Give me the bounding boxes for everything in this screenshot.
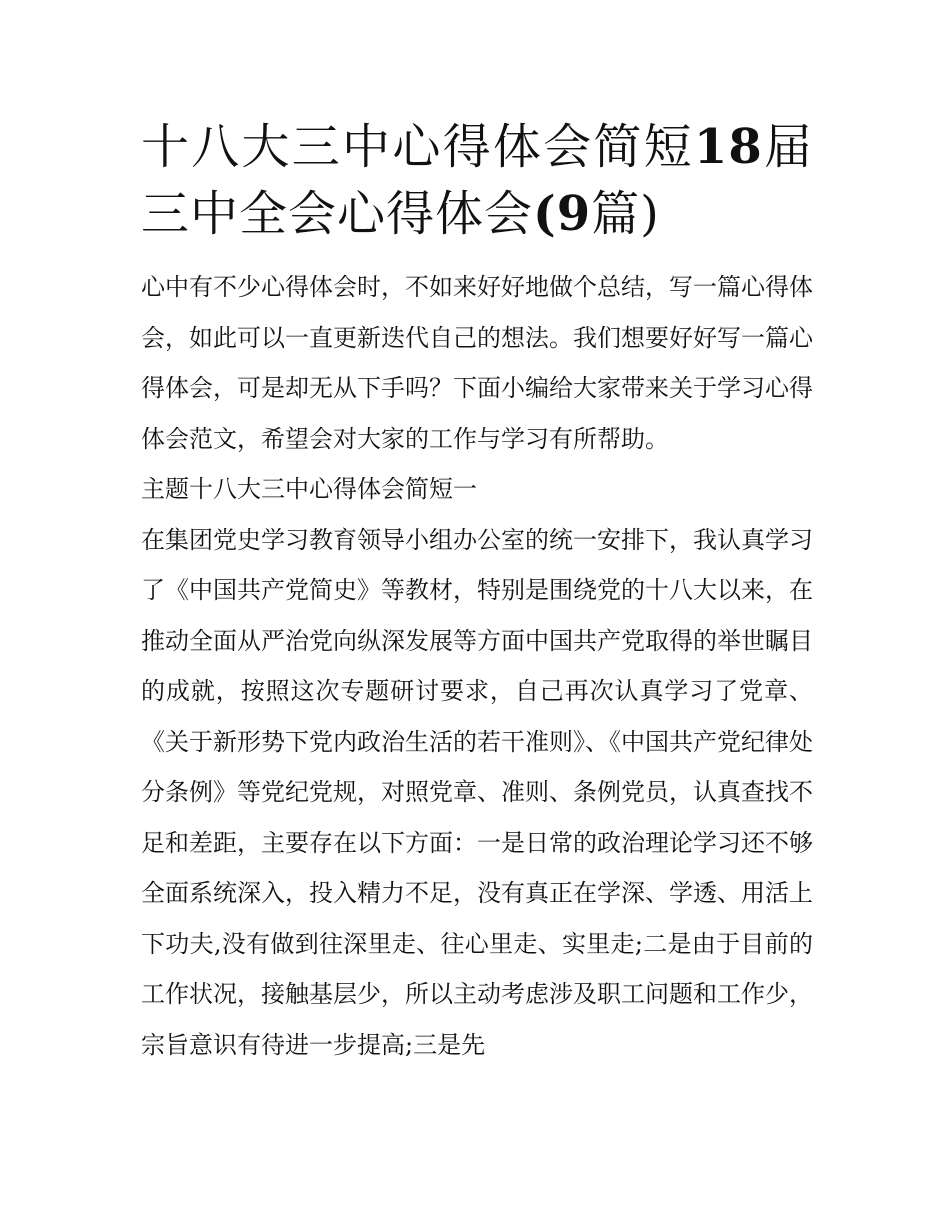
title-prefix: 十八大三中心得体会简短	[141, 119, 694, 175]
title-number: 18	[693, 119, 763, 175]
document-title	[141, 114, 813, 248]
section-heading: 主题十八大三中心得体会简短一	[141, 475, 477, 503]
body-paragraph: 在集团党史学习教育领导小组办公室的统一安排下，我认真学习了《中国共产党简史》等教材，特别是围绕党的十八大以来，在推动全面从严治党向纵深发展等方面中国共产党取得的举世瞩目的成就，按照这次专题研讨要求，自己再次认真学习了党章、《关于新形势下党内政治生活的若干准则》、《中国共产党纪律处分条例》等党纪党规，对照党章、准则、条例党员，认真查找不足和差距，主要存在以下方面：一是日常的政治理论学习还不够全面系统深入，投入精力不足，没有真正在学深、学透、用活上下功夫,没有做到往深里走、往心里走、实里走;二是由于目前的工作状况，接触基层少，所以主动考虑涉及职工问题和工作少，宗旨意识有待进一步提高;三是先	[141, 525, 813, 1059]
title-paren-number: (9	[533, 186, 592, 242]
intro-paragraph: 心中有不少心得体会时，不如来好好地做个总结，写一篇心得体会，如此可以一直更新迭代自己的想法。我们想要好好写一篇心得体会，可是却无从下手吗？下面小编给大家带来关于学习心得体会范文，希望会对大家的工作与学习有所帮助。	[141, 273, 813, 453]
title-middle: 届三中全会心得体会	[141, 119, 813, 242]
document-page	[141, 114, 813, 1070]
title-suffix: 篇)	[591, 186, 660, 242]
